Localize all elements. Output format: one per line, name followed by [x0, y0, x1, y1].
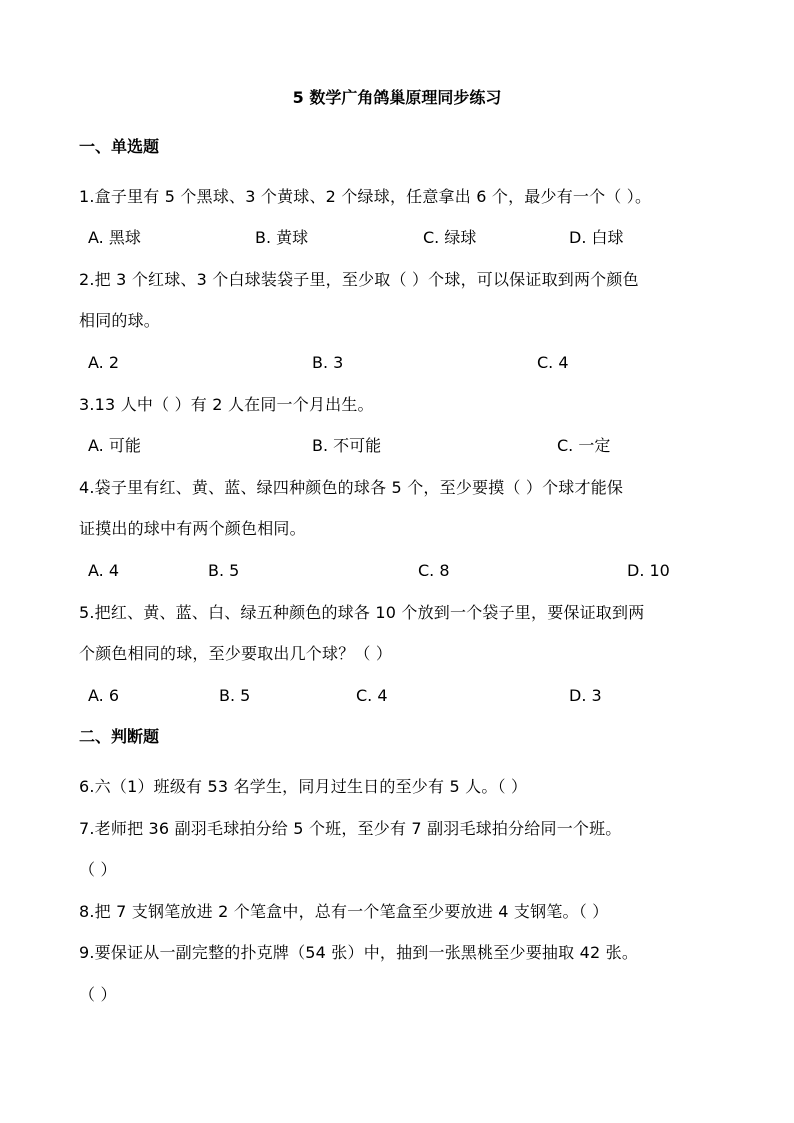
- question-3-stem: 3.13 人中（ ）有 2 人在同一个月出生。: [79, 395, 374, 414]
- question-2-stem-line-2: 相同的球。: [79, 311, 161, 330]
- question-5-stem-line-2: 个颜色相同的球，至少要取出几个球？（ ）: [79, 644, 393, 663]
- question-5-option-b: B. 5: [219, 686, 251, 705]
- question-1-option-d: D. 白球: [569, 228, 624, 247]
- question-9-stem-line-1: 9.要保证从一副完整的扑克牌（54 张）中，抽到一张黑桃至少要抽取 42 张。: [79, 943, 639, 962]
- question-6-stem: 6.六（1）班级有 53 名学生，同月过生日的至少有 5 人。（ ）: [79, 777, 528, 796]
- question-7-answer-blank: （ ）: [79, 860, 117, 879]
- question-7-stem-line-1: 7.老师把 36 副羽毛球拍分给 5 个班，至少有 7 副羽毛球拍分给同一个班。: [79, 819, 622, 838]
- question-5-option-a: A. 6: [88, 686, 120, 705]
- question-4-option-b: B. 5: [208, 561, 240, 580]
- question-3-option-b: B. 不可能: [312, 436, 382, 455]
- question-1-option-c: C. 绿球: [423, 228, 477, 247]
- question-1-option-a: A. 黑球: [88, 228, 141, 247]
- question-5-option-c: C. 4: [356, 686, 388, 705]
- question-2-option-b: B. 3: [312, 353, 344, 372]
- question-2-stem-line-1: 2.把 3 个红球、3 个白球装袋子里，至少取（ ）个球，可以保证取到两个颜色: [79, 270, 639, 289]
- question-4-stem-line-1: 4.袋子里有红、黄、蓝、绿四种颜色的球各 5 个，至少要摸（ ）个球才能保: [79, 478, 624, 497]
- question-4-stem-line-2: 证摸出的球中有两个颜色相同。: [79, 519, 306, 538]
- question-9-answer-blank: （ ）: [79, 985, 117, 1004]
- question-2-option-a: A. 2: [88, 353, 120, 372]
- question-4-option-a: A. 4: [88, 561, 120, 580]
- question-4-option-c: C. 8: [418, 561, 450, 580]
- question-3-option-a: A. 可能: [88, 436, 141, 455]
- question-5-option-d: D. 3: [569, 686, 602, 705]
- question-4-option-d: D. 10: [627, 561, 670, 580]
- question-1-stem: 1.盒子里有 5 个黑球、3 个黄球、2 个绿球，任意拿出 6 个，最少有一个（ ）。: [79, 187, 652, 206]
- page-title: 5 数学广角鸽巢原理同步练习: [292, 88, 502, 107]
- question-5-stem-line-1: 5.把红、黄、蓝、白、绿五种颜色的球各 10 个放到一个袋子里，要保证取到两: [79, 603, 645, 622]
- section-heading-single-choice: 一、单选题: [79, 137, 160, 156]
- section-heading-true-false: 二、判断题: [79, 727, 160, 746]
- question-2-option-c: C. 4: [537, 353, 569, 372]
- question-8-stem: 8.把 7 支钢笔放进 2 个笔盒中，总有一个笔盒至少要放进 4 支钢笔。（ ）: [79, 902, 609, 921]
- question-1-option-b: B. 黄球: [255, 228, 309, 247]
- question-3-option-c: C. 一定: [557, 436, 611, 455]
